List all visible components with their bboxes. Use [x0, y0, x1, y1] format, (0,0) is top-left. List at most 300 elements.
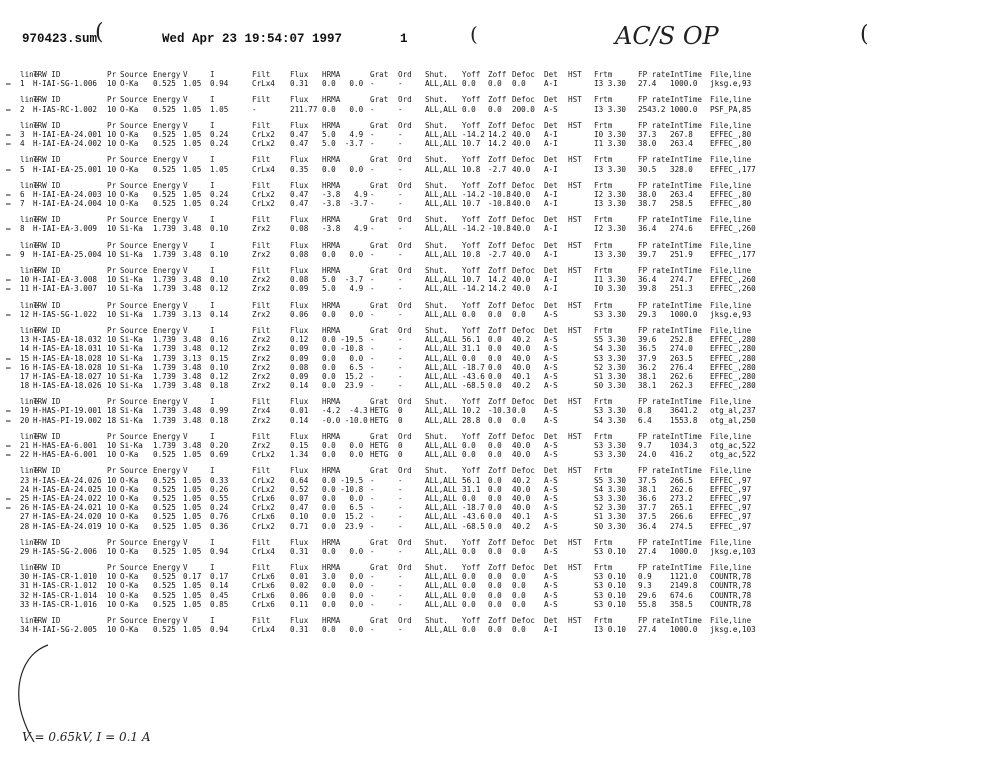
- cell-int: 251.9: [670, 249, 693, 259]
- column-header: Source: [120, 215, 148, 225]
- column-header: Flux: [290, 616, 309, 625]
- cell-fprate: 36.5: [638, 344, 657, 354]
- column-header: HST: [568, 466, 582, 476]
- column-header: Det: [544, 180, 558, 190]
- column-header: Grat: [370, 537, 389, 547]
- cell-int: 274.0: [670, 344, 693, 354]
- cell-int: 273.2: [670, 493, 693, 503]
- cell-src: O-Ka: [120, 512, 139, 522]
- cell-pr: 10: [107, 493, 117, 503]
- cell-src: Si-Ka: [120, 441, 143, 450]
- cell-v: 1.05: [183, 129, 202, 139]
- cell-fprate: 39.8: [638, 284, 657, 294]
- cell-v: 3.48: [183, 275, 202, 285]
- cell-pr: 10: [107, 309, 117, 319]
- cell-det: A-S: [544, 546, 558, 556]
- cell-v: 3.48: [183, 362, 202, 372]
- cell-shut: ALL,ALL: [425, 139, 458, 149]
- cell-file: otg_ac,522: [710, 441, 756, 450]
- file-name: 970423.sum: [22, 32, 98, 46]
- cell-shut: ALL,ALL: [425, 590, 458, 600]
- cell-yoff: 31.1: [462, 344, 481, 354]
- cell-pr: 10: [107, 275, 117, 285]
- column-header: V: [183, 180, 188, 190]
- column-header: HST: [568, 70, 582, 79]
- column-header: HST: [568, 180, 582, 190]
- column-header: TRW ID: [33, 325, 61, 335]
- cell-flux: 0.09: [290, 353, 309, 363]
- cell-file: COUNTR,78: [710, 581, 752, 591]
- cell-src: O-Ka: [120, 450, 139, 460]
- tick-mark: —: [6, 129, 11, 139]
- cell-int: 276.4: [670, 362, 693, 372]
- cell-defoc: 40.0: [512, 441, 531, 450]
- cell-src: O-Ka: [120, 79, 139, 89]
- column-header: Zoff: [488, 325, 507, 335]
- column-header: HST: [568, 397, 582, 407]
- cell-det: A-S: [544, 521, 558, 531]
- column-header: Source: [120, 300, 148, 310]
- cell-en: 0.525: [153, 572, 176, 582]
- cell-fprate: 6.4: [638, 415, 652, 425]
- column-header: line: [20, 215, 39, 225]
- cell-grat: -: [370, 493, 375, 503]
- column-header: IntTime: [670, 215, 703, 225]
- cell-zoff: 0.0: [488, 590, 502, 600]
- cell-line: 7: [20, 199, 25, 209]
- cell-grat: -: [370, 581, 375, 591]
- cell-filt: Zrx2: [252, 284, 271, 294]
- cell-frtm: S4 3.30: [594, 415, 627, 425]
- cell-ord: -: [398, 224, 403, 234]
- column-header: Ord: [398, 563, 412, 573]
- column-header: Ord: [398, 431, 412, 441]
- cell-id: H-IAS-CR-1.012: [33, 581, 98, 591]
- column-header: TRW ID: [33, 466, 61, 476]
- cell-grat: -: [370, 371, 375, 381]
- cell-hrma: -4.2 -4.3: [322, 406, 368, 416]
- column-header: Det: [544, 397, 558, 407]
- cell-file: jksg.e,103: [710, 625, 756, 635]
- cell-file: EFFEC_,97: [710, 512, 752, 522]
- cell-hrma: 0.0 23.9: [322, 521, 364, 531]
- cell-id: H-HAS-EA-6.001: [33, 450, 98, 460]
- cell-flux: 0.10: [290, 512, 309, 522]
- cell-hrma: 0.0 0.0: [322, 590, 364, 600]
- column-header: TRW ID: [33, 155, 61, 165]
- cell-flux: 0.09: [290, 344, 309, 354]
- cell-grat: HETG: [370, 450, 389, 460]
- cell-shut: ALL,ALL: [425, 493, 458, 503]
- cell-defoc: 0.0: [512, 625, 526, 635]
- cell-grat: -: [370, 164, 375, 174]
- column-header: Defoc: [512, 266, 535, 275]
- cell-det: A-I: [544, 79, 558, 89]
- cell-src: O-Ka: [120, 590, 139, 600]
- column-header: Yoff: [462, 431, 481, 441]
- cell-defoc: 40.0: [512, 503, 531, 513]
- column-header: Det: [544, 215, 558, 225]
- cell-file: COUNTR,78: [710, 590, 752, 600]
- cell-id: H-IAI-EA-24.003: [33, 189, 102, 199]
- cell-src: O-Ka: [120, 484, 139, 494]
- column-header: Ord: [398, 240, 412, 250]
- cell-filt: CrLx2: [252, 450, 275, 460]
- cell-fprate: 24.0: [638, 450, 657, 460]
- cell-ord: -: [398, 581, 403, 591]
- cell-line: 34: [20, 625, 30, 635]
- cell-grat: -: [370, 590, 375, 600]
- cell-line: 27: [20, 512, 30, 522]
- cell-defoc: 0.0: [512, 590, 526, 600]
- cell-flux: 0.02: [290, 581, 309, 591]
- cell-frtm: S2 3.30: [594, 362, 627, 372]
- cell-defoc: 40.0: [512, 224, 531, 234]
- cell-defoc: 40.0: [512, 139, 531, 149]
- cell-flux: 0.71: [290, 521, 309, 531]
- cell-line: 14: [20, 344, 30, 354]
- column-header: HRMA: [322, 466, 341, 476]
- column-header: Grat: [370, 563, 389, 573]
- cell-fprate: 36.2: [638, 362, 657, 372]
- column-header: Filt: [252, 397, 271, 407]
- cell-int: 262.6: [670, 371, 693, 381]
- column-header: Frtm: [594, 266, 613, 275]
- cell-zoff: -10.3: [488, 406, 511, 416]
- cell-ord: 0: [398, 415, 403, 425]
- column-header: Shut.: [425, 95, 448, 105]
- column-header: Ord: [398, 266, 412, 275]
- column-header: Defoc: [512, 466, 535, 476]
- column-header: Flux: [290, 155, 309, 165]
- cell-line: 18: [20, 381, 30, 391]
- cell-id: H-IAI-EA-25.004: [33, 249, 102, 259]
- cell-grat: -: [370, 249, 375, 259]
- cell-int: 263.4: [670, 139, 693, 149]
- column-header: Zoff: [488, 563, 507, 573]
- column-header: TRW ID: [33, 215, 61, 225]
- cell-defoc: 40.0: [512, 284, 531, 294]
- cell-en: 0.525: [153, 546, 176, 556]
- cell-defoc: 0.0: [512, 309, 526, 319]
- cell-v: 0.17: [183, 572, 202, 582]
- column-header: Source: [120, 563, 148, 573]
- column-header: HRMA: [322, 431, 341, 441]
- column-header: Source: [120, 325, 148, 335]
- column-header: Pr: [107, 325, 117, 335]
- column-header: V: [183, 466, 188, 476]
- cell-hrma: 0.0 0.0: [322, 309, 364, 319]
- column-header: Defoc: [512, 70, 535, 79]
- column-header: line: [20, 431, 39, 441]
- cell-pr: 10: [107, 512, 117, 522]
- column-header: File,line: [710, 70, 752, 79]
- cell-i: 0.24: [210, 199, 229, 209]
- column-header: Source: [120, 95, 148, 105]
- column-header: Grat: [370, 431, 389, 441]
- column-header: FP rate: [638, 120, 671, 130]
- tick-mark: —: [6, 189, 11, 199]
- column-header: Defoc: [512, 300, 535, 310]
- cell-i: 0.99: [210, 406, 229, 416]
- cell-frtm: S4 3.30: [594, 484, 627, 494]
- cell-shut: ALL,ALL: [425, 381, 458, 391]
- cell-file: otg_ac,522: [710, 450, 756, 460]
- cell-zoff: 0.0: [488, 475, 502, 485]
- cell-zoff: 0.0: [488, 362, 502, 372]
- cell-det: A-S: [544, 415, 558, 425]
- cell-line: 32: [20, 590, 30, 600]
- cell-id: H-IAI-SG-2.005: [33, 625, 98, 635]
- cell-filt: Zrx2: [252, 224, 271, 234]
- cell-det: A-S: [544, 362, 558, 372]
- cell-src: Si-Ka: [120, 284, 143, 294]
- column-header: Pr: [107, 155, 117, 165]
- cell-v: 1.05: [183, 164, 202, 174]
- column-header: Zoff: [488, 466, 507, 476]
- cell-hrma: 0.0 0.0: [322, 599, 364, 609]
- cell-frtm: I0 3.30: [594, 129, 627, 139]
- column-header: I: [210, 155, 215, 165]
- column-header: Flux: [290, 266, 309, 275]
- column-header: Energy: [153, 155, 181, 165]
- cell-hrma: 0.0 -10.8: [322, 484, 364, 494]
- cell-det: A-I: [544, 129, 558, 139]
- cell-ord: -: [398, 572, 403, 582]
- cell-v: 3.48: [183, 371, 202, 381]
- cell-frtm: S5 3.30: [594, 475, 627, 485]
- column-header: I: [210, 397, 215, 407]
- column-header: IntTime: [670, 70, 703, 79]
- column-header: HST: [568, 563, 582, 573]
- cell-src: O-Ka: [120, 164, 139, 174]
- cell-src: Si-Ka: [120, 406, 143, 416]
- cell-id: H-IAS-RC-1.002: [33, 104, 98, 114]
- cell-grat: -: [370, 139, 375, 149]
- cell-grat: -: [370, 284, 375, 294]
- column-header: I: [210, 215, 215, 225]
- cell-flux: 0.47: [290, 139, 309, 149]
- cell-shut: ALL,ALL: [425, 441, 458, 450]
- cell-defoc: 40.2: [512, 381, 531, 391]
- column-header: Defoc: [512, 120, 535, 130]
- cell-filt: CrLx6: [252, 572, 275, 582]
- cell-flux: 0.47: [290, 129, 309, 139]
- cell-i: 0.33: [210, 475, 229, 485]
- column-header: Det: [544, 120, 558, 130]
- cell-en: 0.525: [153, 79, 176, 89]
- column-header: Det: [544, 240, 558, 250]
- cell-i: 0.15: [210, 353, 229, 363]
- column-header: Zoff: [488, 431, 507, 441]
- cell-line: 6: [20, 189, 25, 199]
- paren-mark: (: [860, 22, 869, 47]
- column-header: V: [183, 120, 188, 130]
- cell-ord: 0: [398, 450, 403, 460]
- column-header: TRW ID: [33, 95, 61, 105]
- cell-defoc: 40.2: [512, 335, 531, 345]
- cell-defoc: 0.0: [512, 79, 526, 89]
- column-header: line: [20, 180, 39, 190]
- cell-zoff: 14.2: [488, 284, 507, 294]
- column-header: Pr: [107, 397, 117, 407]
- column-header: Filt: [252, 95, 271, 105]
- column-header: V: [183, 537, 188, 547]
- cell-id: H-IAS-EA-24.019: [33, 521, 102, 531]
- column-header: Filt: [252, 266, 271, 275]
- cell-v: 3.48: [183, 406, 202, 416]
- cell-hrma: 0.0 0.0: [322, 546, 364, 556]
- cell-ord: 0: [398, 441, 403, 450]
- cell-yoff: 0.0: [462, 79, 476, 89]
- column-header: Ord: [398, 397, 412, 407]
- cell-yoff: 28.8: [462, 415, 481, 425]
- column-header: FP rate: [638, 240, 671, 250]
- cell-shut: ALL,ALL: [425, 599, 458, 609]
- cell-defoc: 40.0: [512, 275, 531, 285]
- column-header: I: [210, 466, 215, 476]
- cell-v: 3.48: [183, 344, 202, 354]
- column-header: Yoff: [462, 563, 481, 573]
- column-header: Grat: [370, 70, 389, 79]
- cell-filt: CrLx6: [252, 590, 275, 600]
- column-header: Det: [544, 95, 558, 105]
- column-header: Flux: [290, 537, 309, 547]
- column-header: Det: [544, 466, 558, 476]
- cell-line: 1: [20, 79, 25, 89]
- cell-v: 3.48: [183, 415, 202, 425]
- cell-shut: ALL,ALL: [425, 104, 458, 114]
- column-header: Frtm: [594, 215, 613, 225]
- cell-ord: -: [398, 344, 403, 354]
- column-header: Yoff: [462, 215, 481, 225]
- cell-fprate: 38.7: [638, 199, 657, 209]
- cell-det: A-S: [544, 503, 558, 513]
- cell-zoff: 0.0: [488, 79, 502, 89]
- column-header: Flux: [290, 563, 309, 573]
- cell-file: PSF_PA,85: [710, 104, 752, 114]
- cell-flux: 0.09: [290, 284, 309, 294]
- cell-zoff: 0.0: [488, 484, 502, 494]
- column-header: Grat: [370, 155, 389, 165]
- column-header: V: [183, 266, 188, 275]
- column-header: Zoff: [488, 95, 507, 105]
- column-header: TRW ID: [33, 431, 61, 441]
- cell-int: 262.3: [670, 381, 693, 391]
- column-header: I: [210, 300, 215, 310]
- cell-ord: -: [398, 164, 403, 174]
- cell-frtm: S3 3.30: [594, 309, 627, 319]
- cell-i: 0.10: [210, 275, 229, 285]
- cell-yoff: -18.7: [462, 362, 485, 372]
- column-header: HST: [568, 215, 582, 225]
- cell-grat: -: [370, 484, 375, 494]
- column-header: Frtm: [594, 563, 613, 573]
- column-header: Frtm: [594, 537, 613, 547]
- cell-hrma: 5.0 4.9: [322, 129, 364, 139]
- cell-shut: ALL,ALL: [425, 475, 458, 485]
- cell-yoff: -14.2: [462, 224, 485, 234]
- column-header: TRW ID: [33, 120, 61, 130]
- cell-defoc: 200.0: [512, 104, 535, 114]
- column-header: Yoff: [462, 397, 481, 407]
- cell-i: 1.05: [210, 104, 229, 114]
- cell-file: EFFEC_,177: [710, 249, 756, 259]
- tick-mark: —: [6, 362, 11, 372]
- cell-defoc: 40.2: [512, 521, 531, 531]
- cell-hrma: 0.0 0.0: [322, 450, 364, 460]
- column-header: V: [183, 70, 188, 79]
- cell-int: 358.5: [670, 599, 693, 609]
- column-header: Shut.: [425, 300, 448, 310]
- cell-shut: ALL,ALL: [425, 275, 458, 285]
- column-header: File,line: [710, 240, 752, 250]
- cell-defoc: 40.2: [512, 475, 531, 485]
- cell-int: 274.6: [670, 224, 693, 234]
- cell-yoff: 0.0: [462, 441, 476, 450]
- cell-int: 252.8: [670, 335, 693, 345]
- tick-mark: —: [6, 224, 11, 234]
- cell-shut: ALL,ALL: [425, 581, 458, 591]
- cell-ord: -: [398, 381, 403, 391]
- column-header: Grat: [370, 616, 389, 625]
- column-header: HST: [568, 240, 582, 250]
- column-header: IntTime: [670, 240, 703, 250]
- cell-ord: -: [398, 503, 403, 513]
- cell-filt: Zrx4: [252, 406, 271, 416]
- cell-v: 1.05: [183, 104, 202, 114]
- column-header: IntTime: [670, 300, 703, 310]
- cell-line: 33: [20, 599, 30, 609]
- cell-i: 0.94: [210, 546, 229, 556]
- column-header: TRW ID: [33, 397, 61, 407]
- cell-id: H-IAS-EA-24.021: [33, 503, 102, 513]
- cell-i: 0.12: [210, 284, 229, 294]
- column-header: Frtm: [594, 431, 613, 441]
- cell-i: 0.69: [210, 450, 229, 460]
- column-header: Pr: [107, 466, 117, 476]
- cell-file: EFFEC_,260: [710, 284, 756, 294]
- cell-id: H-IAI-SG-1.006: [33, 79, 98, 89]
- column-header: Det: [544, 300, 558, 310]
- cell-shut: ALL,ALL: [425, 450, 458, 460]
- column-header: I: [210, 537, 215, 547]
- cell-fprate: 27.4: [638, 79, 657, 89]
- cell-en: 0.525: [153, 104, 176, 114]
- cell-filt: Zrx2: [252, 335, 271, 345]
- cell-fprate: 37.5: [638, 512, 657, 522]
- column-header: Det: [544, 70, 558, 79]
- cell-defoc: 40.0: [512, 353, 531, 363]
- tick-mark: —: [6, 353, 11, 363]
- cell-defoc: 40.0: [512, 199, 531, 209]
- cell-v: 1.05: [183, 503, 202, 513]
- column-header: Zoff: [488, 616, 507, 625]
- cell-det: A-S: [544, 484, 558, 494]
- cell-zoff: 0.0: [488, 572, 502, 582]
- column-header: TRW ID: [33, 616, 61, 625]
- cell-defoc: 40.0: [512, 493, 531, 503]
- cell-i: 0.18: [210, 381, 229, 391]
- cell-filt: CrLx6: [252, 581, 275, 591]
- cell-shut: ALL,ALL: [425, 224, 458, 234]
- cell-en: 0.525: [153, 164, 176, 174]
- cell-yoff: 0.0: [462, 572, 476, 582]
- cell-yoff: 10.8: [462, 164, 481, 174]
- column-header: Yoff: [462, 266, 481, 275]
- column-header: Flux: [290, 180, 309, 190]
- column-header: I: [210, 431, 215, 441]
